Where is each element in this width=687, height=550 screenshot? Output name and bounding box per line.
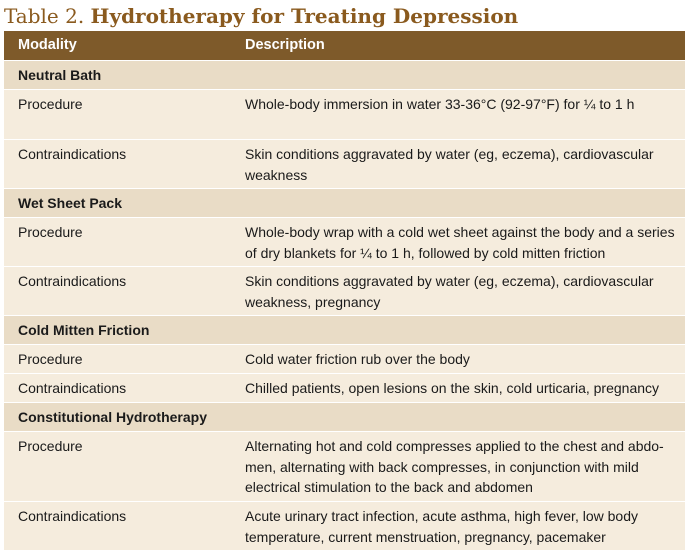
row-label: Procedure	[4, 345, 231, 374]
row-label: Procedure	[4, 218, 231, 267]
section-row	[4, 61, 685, 90]
section-heading: Cold Mitten Friction	[4, 316, 685, 345]
section-heading: Wet Sheet Pack	[4, 189, 685, 218]
row-description: Alternating hot and cold compresses applied to the chest and abdo-men, alternating with back compresses, in conjunction with mild electrical stimulation to the back and abdomen	[231, 432, 685, 502]
table-row	[4, 218, 685, 267]
row-description: Skin conditions aggravated by water (eg, eczema), cardiovascular weakness, pregnancy	[231, 267, 685, 316]
row-label: Contraindications	[4, 267, 231, 316]
section-row	[4, 316, 685, 345]
row-description: Cold water friction rub over the body	[231, 345, 685, 374]
section-row	[4, 403, 685, 432]
row-label: Contraindications	[4, 502, 231, 550]
table-row	[4, 90, 685, 140]
table-row	[4, 432, 685, 502]
column-header-modality: Modality	[4, 31, 231, 61]
row-description: Skin conditions aggravated by water (eg, eczema), cardiovascular weakness	[231, 140, 685, 189]
row-label: Procedure	[4, 432, 231, 502]
table-row	[4, 374, 685, 403]
table-row	[4, 502, 685, 550]
column-header-description: Description	[231, 31, 685, 61]
row-description: Whole-body wrap with a cold wet sheet against the body and a series of dry blankets for ¼ to 1 h, followed by cold mitten friction	[231, 218, 685, 267]
hydrotherapy-table	[4, 31, 685, 550]
table-row	[4, 267, 685, 316]
row-label: Contraindications	[4, 140, 231, 189]
table-name: Hydrotherapy for Treating Depression	[90, 4, 519, 28]
row-label: Contraindications	[4, 374, 231, 403]
table-row	[4, 345, 685, 374]
row-description: Chilled patients, open lesions on the skin, cold urticaria, pregnancy	[231, 374, 685, 403]
row-description: Whole-body immersion in water 33-36°C (92-97°F) for ¼ to 1 h	[231, 90, 685, 140]
header-row	[4, 31, 685, 61]
section-heading: Neutral Bath	[4, 61, 685, 90]
table-number: Table 2.	[4, 4, 85, 28]
section-heading: Constitutional Hydrotherapy	[4, 403, 685, 432]
table-row	[4, 140, 685, 189]
section-row	[4, 189, 685, 218]
table-title	[4, 2, 518, 30]
row-label: Procedure	[4, 90, 231, 140]
row-description: Acute urinary tract infection, acute asthma, high fever, low body temperature, current menstruation, pregnancy, pacemaker	[231, 502, 685, 550]
